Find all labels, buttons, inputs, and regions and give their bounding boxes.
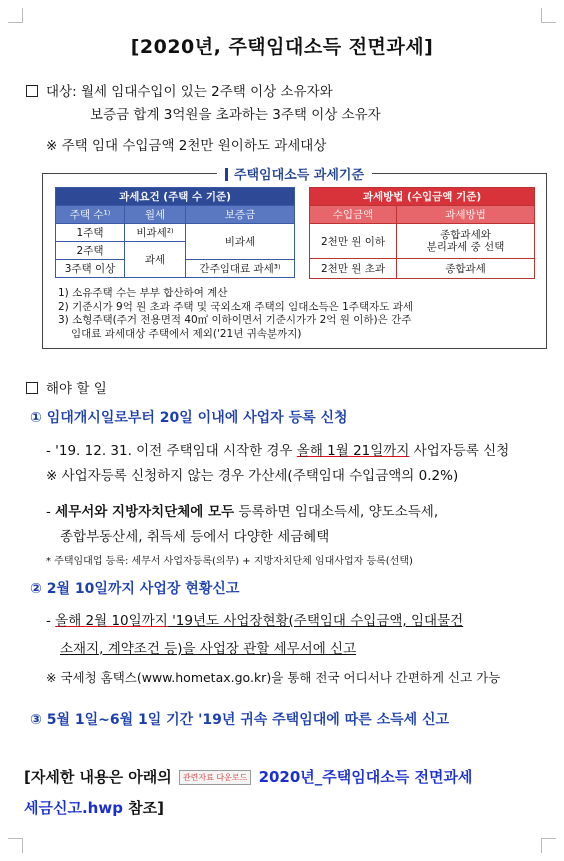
- attachment-link-cont[interactable]: 세금신고.hwp: [24, 799, 123, 817]
- col-income: 수입금액: [310, 206, 397, 224]
- footer-line-2: 세금신고.hwp 참조]: [24, 799, 164, 817]
- left-table-header: 과세요건 (주택 수 기준): [56, 188, 295, 206]
- criteria-title: 주택임대소득 과세기준: [43, 164, 546, 183]
- step-1-bullet-3: - 세무서와 지방자치단체에 모두 등록하면 임대소득세, 양도소득세,: [46, 504, 439, 520]
- target-text-1: 월세 임대수입이 있는 2주택 이상 소유자와: [80, 84, 333, 100]
- cell: 2주택: [56, 242, 125, 260]
- checkbox-square-icon: [26, 85, 38, 97]
- cell: 종합과세: [397, 259, 535, 279]
- col-house-count: 주택 수¹⁾: [56, 206, 125, 224]
- footer-line-1: [자세한 내용은 아래의 관련자료 다운로드 2020년_주택임대소득 전면과세: [24, 768, 473, 786]
- cell: 비과세²⁾: [125, 224, 186, 242]
- cell: 3주택 이상: [56, 260, 125, 278]
- step-2-bullet-2: 소재지, 계약조건 등)을 사업장 관할 세무서에 신고: [60, 641, 357, 657]
- criteria-right-table: [309, 187, 535, 279]
- col-monthly-rent: 월세: [125, 206, 186, 224]
- target-label: 대상:: [46, 84, 77, 100]
- cell: 1주택: [56, 224, 125, 242]
- col-deposit: 보증금: [186, 206, 295, 224]
- target-text-2: 보증금 합계 3억원을 초과하는 3주택 이상 소유자: [90, 107, 381, 123]
- cell: 과세: [125, 242, 186, 278]
- crop-mark-top-left: [8, 8, 23, 23]
- criteria-notes: [58, 287, 413, 341]
- cell: 2천만 원 이하: [310, 224, 397, 259]
- step-3-title: ③ 5월 1일~6월 1일 기간 '19년 귀속 주택임대에 따른 소득세 신고: [30, 712, 450, 728]
- crop-mark-bottom-left: [8, 838, 23, 853]
- note-3: 3) 소형주택(주거 전용면적 40㎡ 이하이면서 기준시가가 2억 원 이하)은 간주: [58, 314, 412, 326]
- note-3-cont: 임대료 과세대상 주택에서 제외('21년 귀속분까지): [71, 327, 302, 340]
- attachment-link[interactable]: 2020년_주택임대소득 전면과세: [258, 768, 473, 786]
- todo-heading: 해야 할 일: [26, 377, 107, 397]
- right-table-header: 과세방법 (수입금액 기준): [310, 188, 535, 206]
- step-2-bullet-1: - 올해 2월 10일까지 '19년도 사업장현황(주택임대 수입금액, 임대물건: [46, 613, 464, 629]
- note-2: 2) 기준시가 9억 원 초과 주택 및 국외소재 주택의 임대소득은 1주택자도 과세: [58, 300, 413, 313]
- step-2-title: ② 2월 10일까지 사업장 현황신고: [30, 581, 240, 597]
- download-button[interactable]: 관련자료 다운로드: [179, 770, 251, 785]
- crop-mark-bottom-right: [541, 838, 556, 853]
- step-2-bullet-3: ※ 국세청 홈택스(www.hometax.go.kr)을 통해 전국 어디서나 간편하게 신고 가능: [46, 670, 501, 685]
- step-1-bullet-4: 종합부동산세, 취득세 등에서 다양한 세금혜택: [60, 529, 330, 545]
- title-bar-icon: [225, 168, 228, 181]
- criteria-left-table: [55, 187, 295, 278]
- target-line-1: [26, 80, 333, 100]
- step-1-small-note: * 주택임대업 등록: 세무서 사업자등록(의무) + 지방자치단체 임대사업자 등록(선택): [46, 556, 413, 567]
- crop-mark-top-right: [541, 8, 556, 23]
- step-1-bullet-2: ※ 사업자등록 신청하지 않는 경우 가산세(주택임대 수입금액의 0.2%): [46, 468, 459, 484]
- target-note: ※ 주택 임대 수입금액 2천만 원이하도 과세대상: [46, 138, 327, 154]
- col-method: 과세방법: [397, 206, 535, 224]
- checkbox-square-icon: [26, 382, 38, 394]
- document-title: [2020년, 주택임대소득 전면과세]: [130, 36, 434, 58]
- cell: 종합과세와 분리과세 중 선택: [397, 224, 535, 259]
- cell: 2천만 원 초과: [310, 259, 397, 279]
- note-1: 1) 소유주택 수는 부부 합산하여 계산: [58, 287, 228, 299]
- step-1-title: ① 임대개시일로부터 20일 이내에 사업자 등록 신청: [30, 410, 348, 426]
- step-1-bullet-1: - '19. 12. 31. 이전 주택임대 시작한 경우 올해 1월 21일까지 사업자등록 신청: [46, 443, 510, 459]
- cell: 간주임대료 과세³⁾: [186, 260, 295, 278]
- cell: 비과세: [186, 224, 295, 260]
